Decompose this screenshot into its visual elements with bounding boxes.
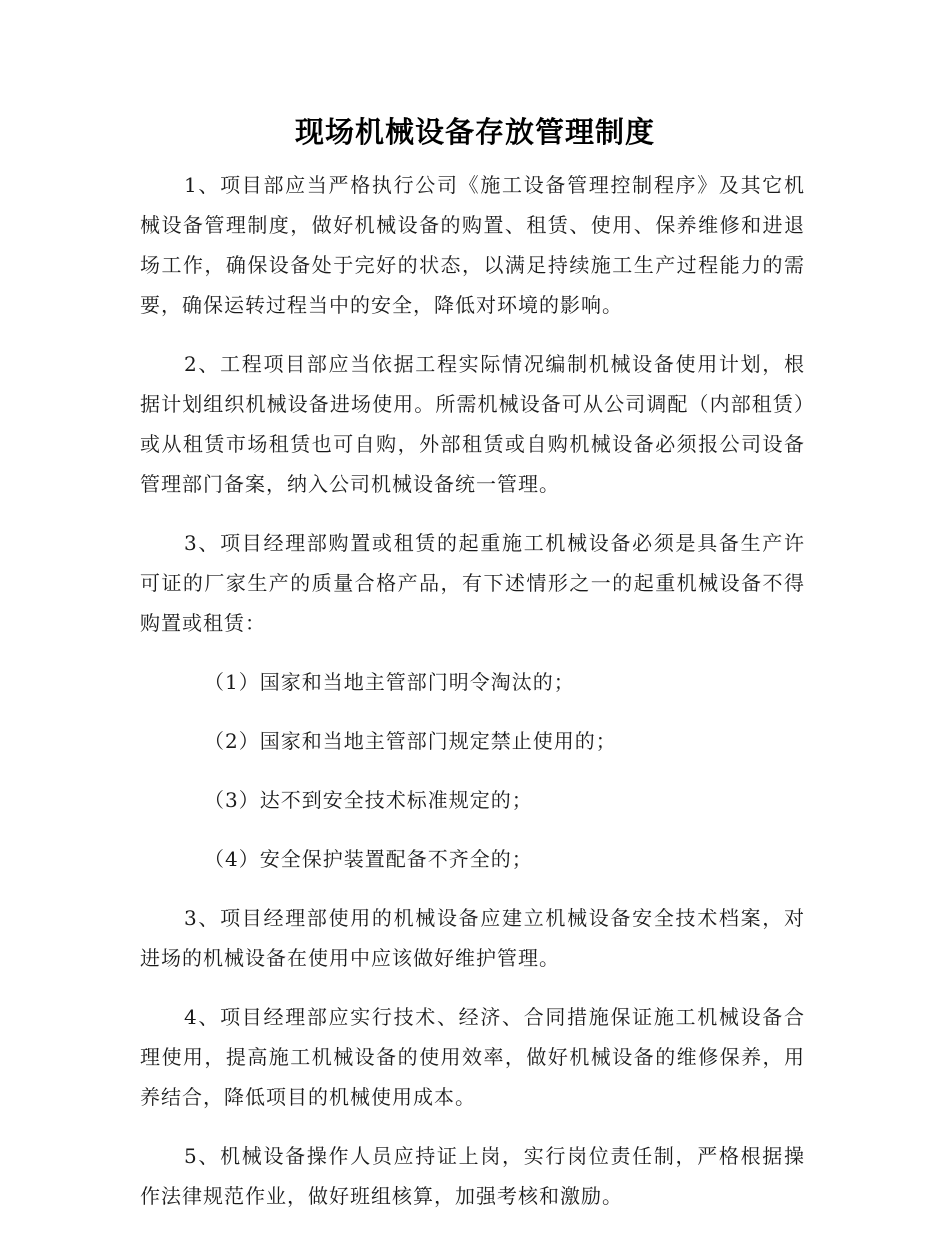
paragraph-6: 5、机械设备操作人员应持证上岗，实行岗位责任制，严格根据操作法律规范作业，做好班组核算，加强考核和激励。 (140, 1144, 805, 1208)
list-item: （2）国家和当地主管部门规定禁止使用的； (204, 729, 617, 753)
document-body (140, 165, 805, 1235)
document-title: 现场机械设备存放管理制度 (294, 115, 655, 149)
list-item: （1）国家和当地主管部门明令淘汰的； (204, 670, 575, 694)
paragraph-2: 2、工程项目部应当依据工程实际情况编制机械设备使用计划，根据计划组织机械设备进场使用。所需机械设备可从公司调配（内部租赁）或从租赁市场租赁也可自购，外部租赁或自购机械设备必须报公司设备管理部门备案，纳入公司机械设备统一管理。 (140, 352, 805, 496)
paragraph-5: 4、项目经理部应实行技术、经济、合同措施保证施工机械设备合理使用，提高施工机械设备的使用效率，做好机械设备的维修保养，用养结合，降低项目的机械使用成本。 (140, 1005, 805, 1109)
paragraph-1: 1、项目部应当严格执行公司《施工设备管理控制程序》及其它机械设备管理制度，做好机械设备的购置、租赁、使用、保养维修和进退场工作，确保设备处于完好的状态，以满足持续施工生产过程能力的需要，确保运转过程当中的安全，降低对环境的影响。 (140, 173, 805, 317)
paragraph-4: 3、项目经理部使用的机械设备应建立机械设备安全技术档案，对进场的机械设备在使用中应该做好维护管理。 (140, 906, 805, 970)
list-item: （4）安全保护装置配备不齐全的； (204, 847, 533, 871)
list-item: （3）达不到安全技术标准规定的； (204, 788, 533, 812)
paragraph-3: 3、项目经理部购置或租赁的起重施工机械设备必须是具备生产许可证的厂家生产的质量合格产品，有下述情形之一的起重机械设备不得购置或租赁： (140, 531, 805, 635)
